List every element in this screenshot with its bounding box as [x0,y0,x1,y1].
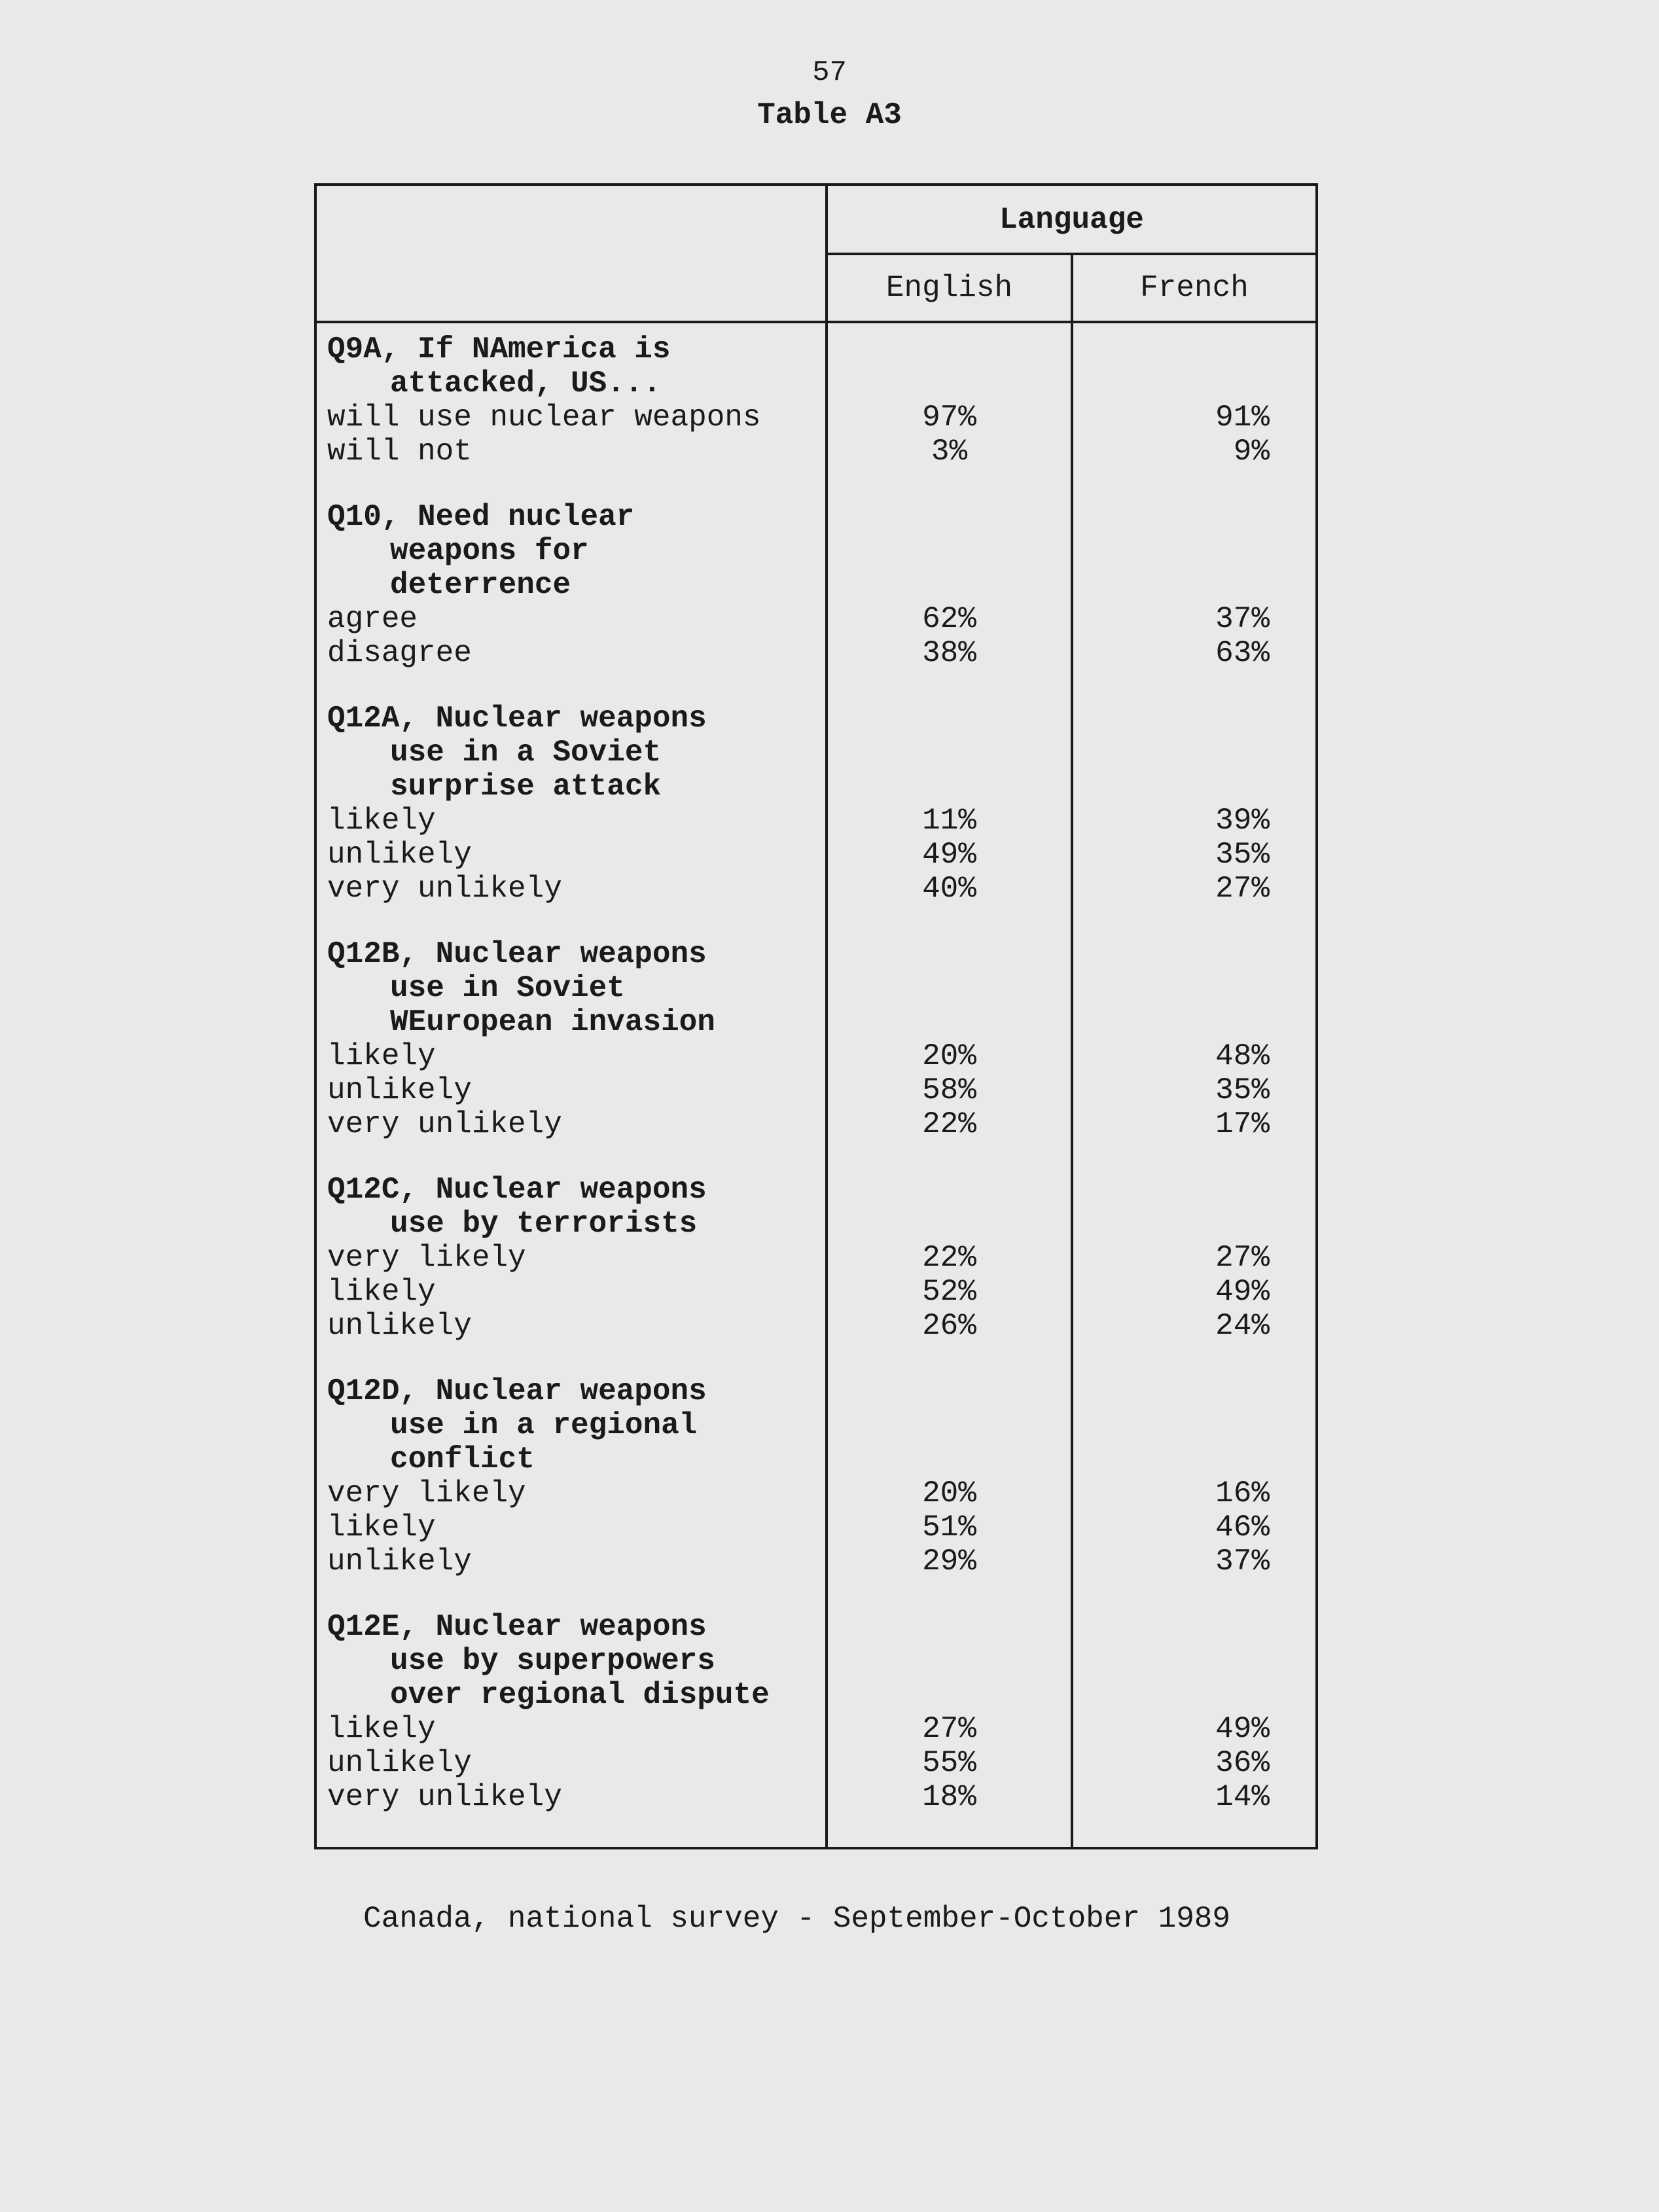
table-row [317,435,1315,469]
french-value: 36% [1215,1746,1270,1780]
english-value: 38% [922,636,976,670]
english-value: 97% [922,401,976,435]
header-divider [825,253,1315,255]
french-value: 91% [1215,401,1270,435]
french-value: 27% [1215,1241,1270,1275]
english-value: 3% [931,435,968,469]
table-row [317,401,1315,435]
english-value: 52% [922,1275,976,1309]
french-value: 9% [1233,435,1270,469]
question-title-line: Q12C, Nuclear weapons [327,1173,707,1207]
row-label: unlikely [327,838,472,872]
survey-footer: Canada, national survey - September-October 1989 [363,1902,1231,1936]
table-row [317,872,1315,906]
english-value: 55% [922,1746,976,1780]
english-value: 58% [922,1073,976,1107]
english-value: 22% [922,1107,976,1141]
question-title [317,937,1315,1039]
english-value: 29% [922,1544,976,1579]
french-value: 35% [1215,838,1270,872]
row-label: likely [327,1275,436,1309]
question-title-line: attacked, US... [390,366,662,401]
question-title-line: over regional dispute [390,1678,770,1712]
table-row [317,1780,1315,1814]
english-value: 20% [922,1476,976,1510]
french-value: 24% [1215,1309,1270,1343]
table-row [317,1275,1315,1309]
row-label: very unlikely [327,1780,562,1814]
page-number: 57 [812,56,847,89]
french-value: 35% [1215,1073,1270,1107]
english-value: 40% [922,872,976,906]
question-title-line: Q12E, Nuclear weapons [327,1610,707,1644]
question-block [317,937,1315,1141]
row-label: agree [327,602,418,636]
question-title-line: Q12A, Nuclear weapons [327,702,707,736]
english-value: 18% [922,1780,976,1814]
header-english: English [885,271,1013,305]
row-label: likely [327,1510,436,1544]
question-title [317,332,1315,401]
row-label: unlikely [327,1544,472,1579]
table-row [317,1309,1315,1343]
row-label: unlikely [327,1746,472,1780]
english-value: 11% [922,804,976,838]
table-row [317,1476,1315,1510]
row-label: likely [327,804,436,838]
table-row [317,1073,1315,1107]
english-value: 49% [922,838,976,872]
french-value: 37% [1215,602,1270,636]
english-value: 27% [922,1712,976,1746]
question-block [317,1374,1315,1579]
header-french: French [1140,271,1249,305]
french-value: 27% [1215,872,1270,906]
question-title-line: Q12D, Nuclear weapons [327,1374,707,1408]
table-row [317,1510,1315,1544]
question-title-line: Q9A, If NAmerica is [327,332,671,366]
question-title-line: weapons for [390,534,589,568]
table-row [317,1746,1315,1780]
french-value: 14% [1215,1780,1270,1814]
question-title [317,1374,1315,1476]
survey-table [314,183,1318,1849]
row-label: disagree [327,636,472,670]
french-value: 49% [1215,1712,1270,1746]
table-row [317,1039,1315,1073]
table-row [317,1712,1315,1746]
question-title-line: WEuropean invasion [390,1005,715,1039]
question-title-line: Q10, Need nuclear [327,500,635,534]
french-value: 16% [1215,1476,1270,1510]
table-row [317,1544,1315,1579]
question-title-line: Q12B, Nuclear weapons [327,937,707,971]
table-row [317,838,1315,872]
french-value: 17% [1215,1107,1270,1141]
row-label: very unlikely [327,872,562,906]
english-value: 62% [922,602,976,636]
table-row [317,1241,1315,1275]
row-label: will not [327,435,472,469]
row-label: very likely [327,1241,526,1275]
english-value: 26% [922,1309,976,1343]
question-title-line: conflict [390,1442,535,1476]
table-row [317,1107,1315,1141]
french-value: 46% [1215,1510,1270,1544]
english-value: 22% [922,1241,976,1275]
english-value: 20% [922,1039,976,1073]
question-title-line: deterrence [390,568,571,602]
english-value: 51% [922,1510,976,1544]
french-value: 63% [1215,636,1270,670]
question-block [317,500,1315,670]
french-value: 39% [1215,804,1270,838]
french-value: 37% [1215,1544,1270,1579]
question-block [317,1173,1315,1343]
french-value: 49% [1215,1275,1270,1309]
question-title [317,1173,1315,1241]
question-title-line: surprise attack [390,770,662,804]
table-row [317,602,1315,636]
question-title [317,702,1315,804]
question-title [317,500,1315,602]
table-row [317,636,1315,670]
row-label: likely [327,1039,436,1073]
header-language: Language [999,203,1144,237]
question-block [317,332,1315,469]
question-block [317,1610,1315,1814]
question-title-line: use in a regional [390,1408,698,1442]
table-body [317,323,1315,1814]
question-title-line: use in Soviet [390,971,625,1005]
question-title-line: use by terrorists [390,1207,698,1241]
table-title: Table A3 [757,98,902,132]
row-label: unlikely [327,1309,472,1343]
row-label: very unlikely [327,1107,562,1141]
question-title-line: use by superpowers [390,1644,715,1678]
row-label: will use nuclear weapons [327,401,761,435]
row-label: likely [327,1712,436,1746]
question-title [317,1610,1315,1712]
row-label: very likely [327,1476,526,1510]
row-label: unlikely [327,1073,472,1107]
question-title-line: use in a Soviet [390,736,662,770]
question-block [317,702,1315,906]
french-value: 48% [1215,1039,1270,1073]
table-row [317,804,1315,838]
